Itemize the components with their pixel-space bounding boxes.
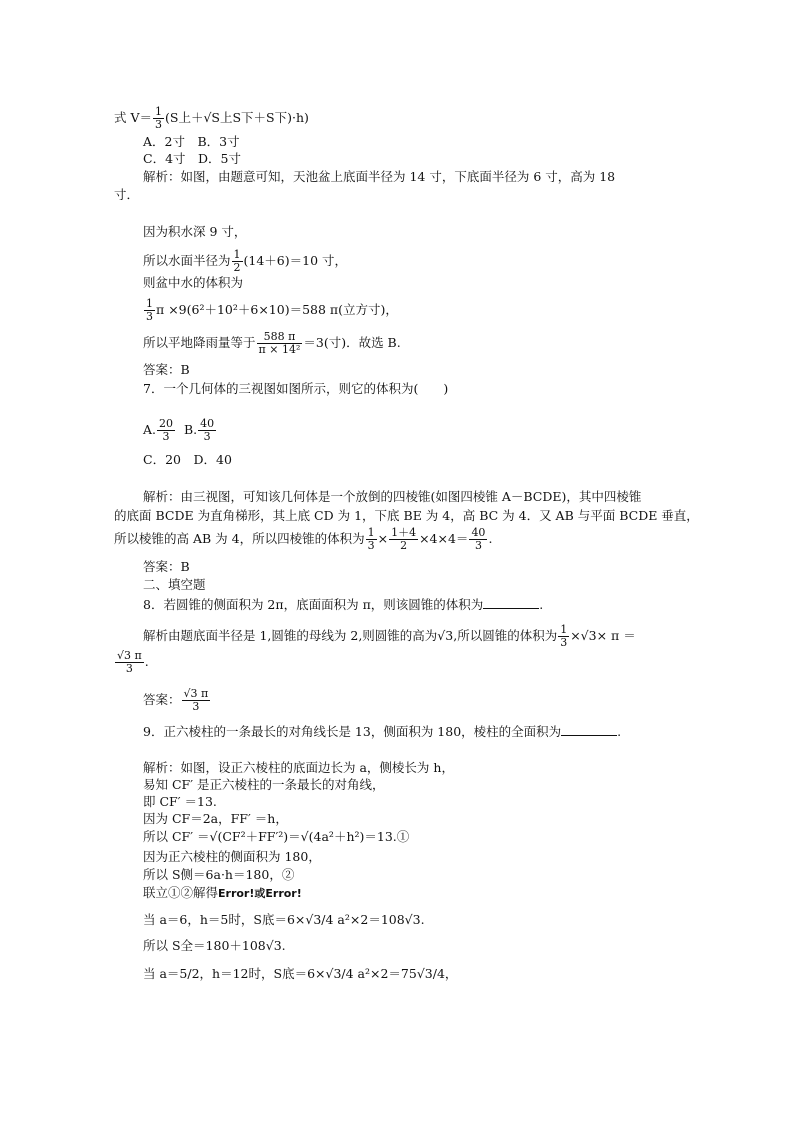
q9-stem: 9．正六棱柱的一条最长的对角线长是 13，侧面积为 180，棱柱的全面积为 . bbox=[143, 724, 622, 739]
q7-solution-line3-text: 所以棱锥的高 AB 为 4，所以四棱锥的体积为 bbox=[114, 531, 365, 546]
q8-answer bbox=[143, 688, 211, 713]
rain-fraction bbox=[257, 331, 303, 356]
q9-answer-blank bbox=[561, 723, 617, 736]
q9-solution-line9: 当 a＝6，h＝5时，S底＝6×√3/4 a²×2＝108√3. bbox=[143, 912, 425, 927]
formula-fraction-denominator: 3 bbox=[155, 118, 163, 131]
q7-stem: 7．一个几何体的三视图如图所示，则它的体积为( ) bbox=[143, 381, 449, 396]
q8-volume-fraction bbox=[115, 650, 144, 675]
q9-solution-line5: 所以 CF′ ＝√(CF²＋FF′²)＝√(4a²＋h²)＝13.① bbox=[143, 829, 410, 844]
q6-solution-line3: 因为积水深 9 寸， bbox=[143, 224, 247, 239]
q6-solution-line4-text: 所以水面半径为 bbox=[143, 253, 231, 268]
q7-frac-one-third-denominator: 3 bbox=[367, 539, 375, 552]
q6-solution-line6-text: π ×9(6²＋10²＋6×10)＝588 π(立方寸)， bbox=[156, 302, 398, 317]
formula-prefix: 式 V＝ bbox=[114, 110, 153, 125]
formula-rest: (S上＋√S上S下＋S下)·h) bbox=[165, 110, 309, 125]
formula-fraction bbox=[153, 106, 164, 131]
q9-solution-line2: 易知 CF′ 是正六棱柱的一条最长的对角线， bbox=[143, 777, 385, 792]
q9-solution-line10: 所以 S全＝180＋108√3. bbox=[143, 938, 286, 953]
q8-frac-one-third-denominator: 3 bbox=[560, 636, 568, 649]
rain-fraction-numerator: 588 π bbox=[257, 331, 303, 344]
half-fraction-denominator: 2 bbox=[233, 261, 241, 274]
q6-solution-line7 bbox=[143, 331, 401, 356]
half-fraction bbox=[232, 249, 243, 274]
q6-options-cd: C．4寸 D．5寸 bbox=[143, 151, 241, 166]
q6-solution-line4-tail: (14＋6)＝10 寸， bbox=[243, 253, 348, 268]
q7-frac-one-third bbox=[366, 527, 377, 552]
formula-fraction-numerator: 1 bbox=[155, 105, 163, 118]
third-fraction-denominator: 3 bbox=[146, 310, 153, 323]
q6-solution-line7-text: 所以平地降雨量等于 bbox=[143, 335, 256, 350]
q7-answer: 答案：B bbox=[143, 559, 190, 574]
error-placeholder-text: Error!或Error! bbox=[218, 887, 302, 900]
q8-answer-fraction bbox=[182, 688, 211, 713]
q6-solution-line2: 寸． bbox=[114, 187, 140, 202]
q8-solution-line1-text: 解析由题底面半径是 1,圆锥的母线为 2,则圆锥的高为√3,所以圆锥的体积为 bbox=[143, 628, 558, 643]
q7-option-a-label: A. bbox=[143, 422, 157, 437]
q9-solution-line4: 因为 CF＝2a，FF′ ＝h， bbox=[143, 811, 288, 826]
rain-fraction-denominator: π × 14² bbox=[258, 343, 301, 356]
q8-answer-numerator: √3 π bbox=[183, 687, 209, 700]
q6-solution-line7-tail: ＝3(寸)．故选 B. bbox=[303, 335, 401, 350]
volume-formula bbox=[114, 106, 309, 131]
q8-answer-denominator: 3 bbox=[192, 700, 200, 713]
q9-solution-line1: 解析：如图，设正六棱柱的底面边长为 a，侧棱长为 h， bbox=[143, 760, 454, 775]
q7-solution-line1: 解析：由三视图，可知该几何体是一个放倒的四棱锥(如图四棱锥 A－BCDE)，其中四棱锥 bbox=[143, 489, 642, 504]
q7-option-b-fraction bbox=[198, 418, 216, 443]
q8-solution-line1 bbox=[143, 624, 636, 649]
q8-frac-one-third bbox=[558, 624, 569, 649]
q8-solution-line1-tail: ×√3× π ＝ bbox=[570, 628, 636, 643]
q6-solution-line6 bbox=[143, 298, 398, 323]
q9-solution-line7: 所以 S侧＝6a·h＝180，② bbox=[143, 867, 295, 882]
q8-answer-label: 答案： bbox=[143, 692, 181, 707]
q8-stem-text: 8．若圆锥的侧面积为 2π，底面面积为 π，则该圆锥的体积为 bbox=[143, 597, 484, 612]
q7-option-b-label: B. bbox=[183, 422, 198, 437]
q7-frac-result-denominator: 3 bbox=[474, 539, 482, 552]
half-fraction-numerator: 1 bbox=[233, 248, 241, 261]
q7-option-a-denominator: 3 bbox=[162, 430, 170, 443]
q7-frac-sum-denominator: 2 bbox=[400, 539, 408, 552]
q9-solution-line8-text: 联立①②解得 bbox=[143, 885, 219, 900]
q9-solution-line8 bbox=[143, 885, 302, 902]
section-fill-blank-heading: 二、填空题 bbox=[143, 577, 206, 592]
q9-solution-line3: 即 CF′ ＝13. bbox=[143, 794, 217, 809]
q6-solution-line1: 解析：如图，由题意可知，天池盆上底面半径为 14 寸，下底面半径为 6 寸，高为 18 bbox=[143, 169, 616, 184]
q6-answer: 答案：B bbox=[143, 362, 190, 377]
q7-options-cd: C．20 D．40 bbox=[143, 452, 232, 467]
q7-option-b-denominator: 3 bbox=[203, 430, 211, 443]
q7-option-b-numerator: 40 bbox=[200, 417, 215, 430]
q7-option-a-numerator: 20 bbox=[159, 417, 174, 430]
q7-frac-result-numerator: 40 bbox=[471, 526, 486, 539]
q7-solution-line3: 所以棱锥的高 AB 为 4，所以四棱锥的体积为 $\frac{1}{3}$ × $\frac{1+4}{2}$ ×4×4＝ $\frac{40}{3}$ . bbox=[114, 526, 493, 552]
third-fraction-numerator: 1 bbox=[146, 297, 153, 310]
q6-options-ab: A．2寸 B．3寸 bbox=[143, 134, 240, 149]
q8-answer-blank bbox=[483, 596, 539, 609]
q6-solution-line5: 则盆中水的体积为 bbox=[143, 275, 244, 290]
q9-solution-line11: 当 a＝5/2，h＝12时，S底＝6×√3/4 a²×2＝75√3/4， bbox=[143, 966, 458, 981]
q7-solution-line2: 的底面 BCDE 为直角梯形，其上底 CD 为 1，下底 BE 为 4，高 BC 为 4．又 AB 与平面 BCDE 垂直， bbox=[114, 508, 699, 523]
q8-volume-numerator: √3 π bbox=[117, 649, 142, 662]
q7-frac-one-third-numerator: 1 bbox=[367, 526, 375, 539]
q8-solution-line2: $\frac{√3 \pi}{3}$ . bbox=[117, 649, 149, 675]
q7-option-a-fraction bbox=[157, 418, 175, 443]
q7-solution-line3-mid: ×4×4＝ bbox=[419, 531, 469, 546]
third-fraction bbox=[144, 298, 155, 323]
q8-stem: 8．若圆锥的侧面积为 2π，底面面积为 π，则该圆锥的体积为 . bbox=[143, 597, 544, 612]
q8-frac-one-third-numerator: 1 bbox=[560, 623, 568, 636]
q9-stem-text: 9．正六棱柱的一条最长的对角线长是 13，侧面积为 180，棱柱的全面积为 bbox=[143, 724, 562, 739]
q6-solution-line4 bbox=[143, 249, 347, 274]
q7-frac-sum-numerator: 1＋4 bbox=[391, 526, 417, 539]
q7-options-ab bbox=[143, 418, 217, 443]
q9-solution-line6: 因为正六棱柱的侧面积为 180， bbox=[143, 849, 321, 864]
q7-frac-result bbox=[469, 527, 487, 552]
q8-volume-denominator: 3 bbox=[125, 662, 133, 675]
q7-frac-sum bbox=[389, 527, 418, 552]
